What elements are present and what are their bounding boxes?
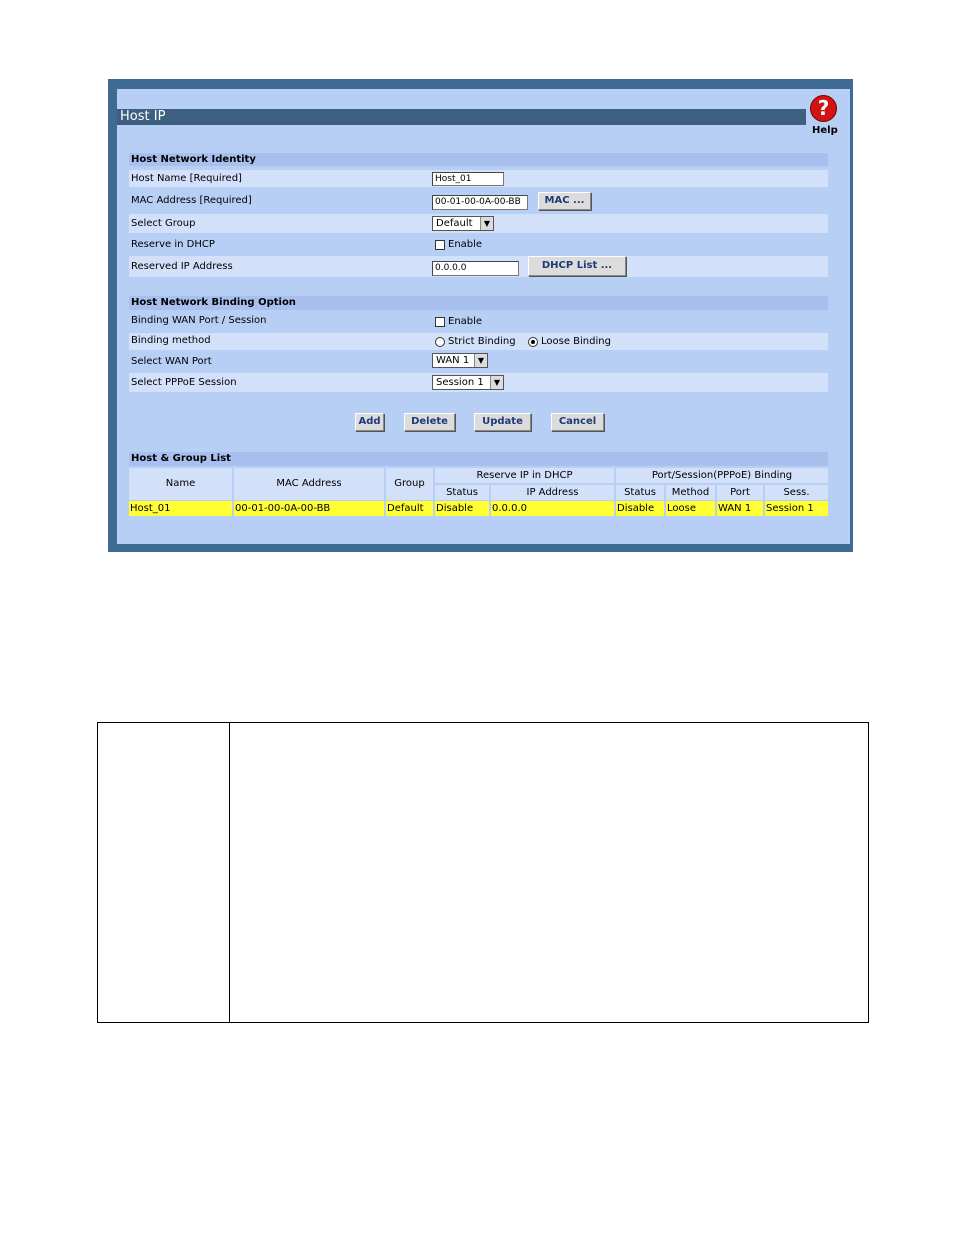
cell-bind-session: Session 1	[765, 501, 828, 516]
cell-bind-method: Loose	[666, 501, 715, 516]
host-name-input[interactable]: Host_01	[432, 172, 504, 186]
loose-binding-label: Loose Binding	[541, 336, 611, 347]
binding-section-header: Host Network Binding Option	[129, 296, 828, 310]
reserve-checkbox[interactable]	[435, 240, 445, 250]
mac-button[interactable]: MAC ...	[538, 192, 591, 210]
help-icon: ?	[810, 95, 837, 122]
col-binding-group: Port/Session(PPPoE) Binding	[616, 468, 828, 483]
cell-group: Default	[386, 501, 433, 516]
table-divider	[229, 723, 230, 1022]
cell-mac: 00-01-00-0A-00-BB	[234, 501, 384, 516]
reserve-enable-label: Enable	[448, 239, 483, 250]
mac-input[interactable]: 00-01-00-0A-00-BB	[432, 195, 528, 210]
wan-session-label: Binding WAN Port / Session	[131, 315, 267, 326]
col-mac: MAC Address	[234, 468, 384, 500]
cell-bind-status: Disable	[616, 501, 664, 516]
identity-section-header: Host Network Identity	[129, 153, 828, 166]
col-bind-status: Status	[616, 485, 664, 500]
loose-binding-radio[interactable]	[528, 337, 538, 347]
group-label: Select Group	[131, 218, 196, 229]
col-bind-session: Sess.	[765, 485, 828, 500]
col-reserve-ip: IP Address	[491, 485, 614, 500]
method-label: Binding method	[131, 335, 211, 346]
cell-name: Host_01	[129, 501, 232, 516]
mac-label: MAC Address [Required]	[131, 195, 252, 206]
reserved-ip-label: Reserved IP Address	[131, 261, 233, 272]
pppoe-label: Select PPPoE Session	[131, 377, 237, 388]
col-name: Name	[129, 468, 232, 500]
page-title: Host IP	[117, 109, 806, 125]
cell-bind-port: WAN 1	[717, 501, 763, 516]
list-section-header: Host & Group List	[129, 452, 828, 466]
cancel-button[interactable]: Cancel	[551, 413, 604, 431]
help-label: Help	[812, 125, 838, 136]
description-table	[97, 722, 869, 1023]
chevron-down-icon: ▼	[474, 354, 487, 367]
wan-session-enable-label: Enable	[448, 316, 483, 327]
add-button[interactable]: Add	[355, 413, 384, 431]
delete-button[interactable]: Delete	[404, 413, 455, 431]
host-name-label: Host Name [Required]	[131, 173, 242, 184]
chevron-down-icon: ▼	[480, 217, 493, 230]
update-button[interactable]: Update	[474, 413, 531, 431]
cell-reserve-ip: 0.0.0.0	[491, 501, 614, 516]
wan-session-checkbox[interactable]	[435, 317, 445, 327]
strict-binding-radio[interactable]	[435, 337, 445, 347]
dhcp-list-button[interactable]: DHCP List ...	[528, 256, 626, 276]
strict-binding-label: Strict Binding	[448, 336, 516, 347]
group-select[interactable]: Default ▼	[432, 216, 494, 231]
reserved-ip-input[interactable]: 0.0.0.0	[432, 261, 519, 276]
col-group: Group	[386, 468, 433, 500]
col-bind-method: Method	[666, 485, 715, 500]
chevron-down-icon: ▼	[490, 376, 503, 389]
col-reserve-group: Reserve IP in DHCP	[435, 468, 614, 483]
wan-port-label: Select WAN Port	[131, 356, 212, 367]
reserve-label: Reserve in DHCP	[131, 239, 215, 250]
col-bind-port: Port	[717, 485, 763, 500]
wan-port-select[interactable]: WAN 1 ▼	[432, 353, 488, 368]
help-button[interactable]	[808, 94, 842, 138]
cell-reserve-status: Disable	[435, 501, 489, 516]
col-reserve-status: Status	[435, 485, 489, 500]
pppoe-select[interactable]: Session 1 ▼	[432, 375, 504, 390]
